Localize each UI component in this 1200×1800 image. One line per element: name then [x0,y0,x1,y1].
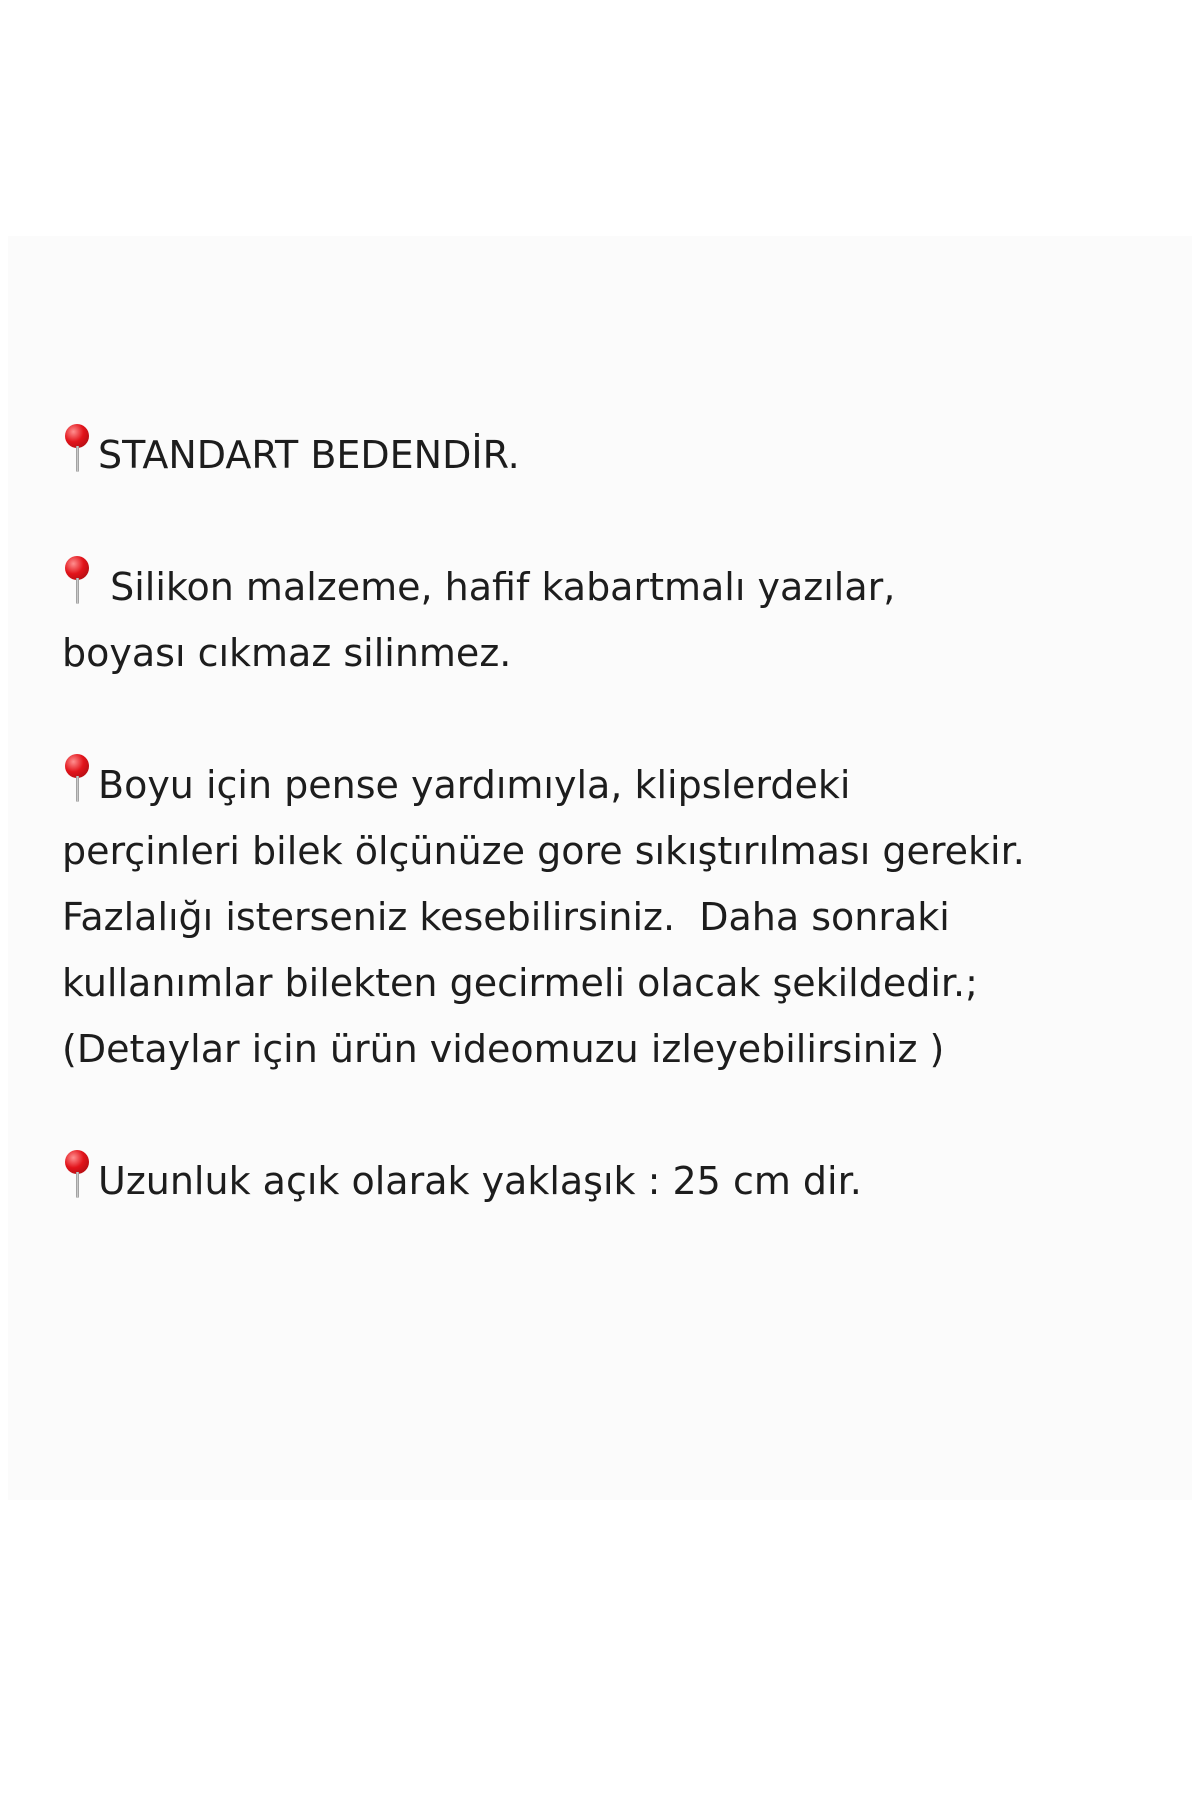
product-notes [62,422,1142,1214]
note-line: kullanımlar bilekten gecirmeli olacak şekildedir.; [62,961,978,1005]
note-line [62,554,1142,620]
note-line [62,422,1142,488]
note-length [62,1148,1142,1214]
pushpin-icon [62,556,92,608]
note-text: Boyu için pense yardımıyla, klipslerdeki [98,763,851,807]
note-line [62,1148,1142,1214]
pushpin-icon [62,1150,92,1202]
note-line: Fazlalığı isterseniz kesebilirsiniz. Daha sonraki [62,895,950,939]
note-line: boyası cıkmaz silinmez. [62,631,512,675]
note-line: (Detaylar için ürün videomuzu izleyebilirsiniz ) [62,1027,945,1071]
note-sizing-instructions [62,752,1142,1082]
note-material [62,554,1142,686]
pushpin-icon [62,754,92,806]
note-text: STANDART BEDENDİR. [98,433,520,477]
note-standard-size [62,422,1142,488]
pushpin-icon [62,424,92,476]
note-line [62,752,1142,818]
note-text: Silikon malzeme, hafif kabartmalı yazılar, [98,565,896,609]
note-line: perçinleri bilek ölçünüze gore sıkıştırılması gerekir. [62,829,1025,873]
note-text: Uzunluk açık olarak yaklaşık : 25 cm dir. [98,1159,862,1203]
